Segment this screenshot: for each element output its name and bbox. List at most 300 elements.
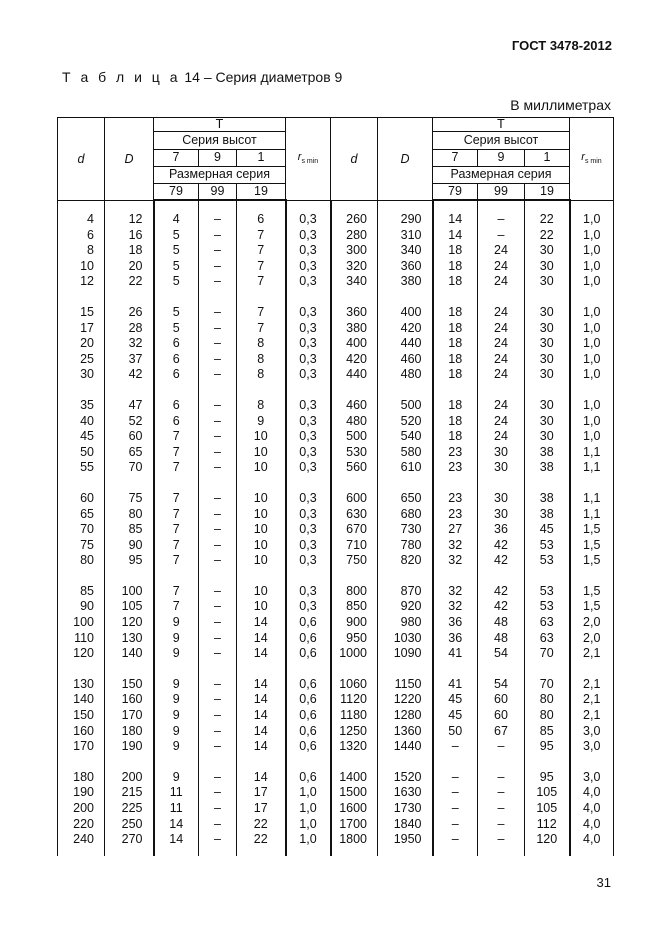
table-cell: 10 [237, 460, 286, 476]
spacer-cell [58, 290, 105, 305]
table-cell: 24 [478, 429, 525, 445]
table-cell: 70 [525, 677, 570, 693]
page-number: 31 [596, 875, 611, 890]
table-cell: 8 [237, 367, 286, 383]
table-cell: 140 [105, 646, 154, 662]
header-size-series: Размерная серия [433, 166, 570, 183]
table-cell: 140 [58, 692, 105, 708]
table-cell: – [433, 785, 478, 801]
table-cell: 15 [58, 305, 105, 321]
header-height-value: 1 [525, 149, 570, 166]
table-cell: 0,3 [286, 212, 331, 228]
table-cell: – [199, 491, 237, 507]
table-cell: 0,3 [286, 228, 331, 244]
table-cell: 4,0 [570, 785, 614, 801]
spacer-cell [525, 476, 570, 491]
table-cell: 38 [525, 491, 570, 507]
table-cell: 670 [331, 522, 378, 538]
table-row [58, 336, 614, 352]
spacer-cell [105, 662, 154, 677]
table-cell: – [478, 832, 525, 848]
table-cell: 45 [433, 708, 478, 724]
table-cell: 18 [433, 414, 478, 430]
table-cell: 14 [237, 724, 286, 740]
table-cell: 53 [525, 553, 570, 569]
spacer-cell [331, 569, 378, 584]
table-cell: 10 [237, 445, 286, 461]
table-cell: 0,3 [286, 243, 331, 259]
table-cell: – [478, 228, 525, 244]
spacer-cell [525, 848, 570, 856]
table-cell: – [199, 631, 237, 647]
table-cell: 3,0 [570, 770, 614, 786]
table-cell: 80 [105, 507, 154, 523]
table-caption [62, 69, 342, 85]
table-cell: – [199, 599, 237, 615]
table-cell: 1,0 [570, 305, 614, 321]
table-cell: 75 [58, 538, 105, 554]
table-cell: 80 [525, 708, 570, 724]
spacer-cell [154, 383, 199, 398]
table-cell: 130 [105, 631, 154, 647]
spacer-cell [105, 383, 154, 398]
table-cell: 105 [525, 801, 570, 817]
table-cell: 18 [433, 352, 478, 368]
table-cell: 340 [331, 274, 378, 290]
table-cell: 380 [331, 321, 378, 337]
table-cell: 30 [478, 507, 525, 523]
table-cell: 7 [154, 538, 199, 554]
table-cell: 80 [525, 692, 570, 708]
table-row [58, 352, 614, 368]
table-cell: 270 [105, 832, 154, 848]
table-cell: – [199, 677, 237, 693]
table-cell: 0,6 [286, 692, 331, 708]
table-cell: 1150 [378, 677, 433, 693]
caption-number: 14 [184, 69, 200, 85]
table-row [58, 739, 614, 755]
table-cell: 18 [433, 429, 478, 445]
table-cell: 30 [525, 274, 570, 290]
spacer-cell [478, 200, 525, 212]
table-cell: 5 [154, 228, 199, 244]
table-cell: 16 [105, 228, 154, 244]
table-cell: 120 [525, 832, 570, 848]
row-spacer [58, 569, 614, 584]
spacer-cell [286, 848, 331, 856]
table-cell: 9 [154, 615, 199, 631]
spacer-cell [237, 848, 286, 856]
spacer-cell [478, 755, 525, 770]
table-cell: 0,3 [286, 367, 331, 383]
table-cell: – [199, 708, 237, 724]
table-cell: 14 [237, 677, 286, 693]
spacer-cell [154, 200, 199, 212]
header-size-value: 99 [478, 183, 525, 200]
table-cell: – [199, 615, 237, 631]
spacer-cell [525, 290, 570, 305]
table-cell: 95 [525, 770, 570, 786]
table-cell: 22 [525, 228, 570, 244]
table-cell: 1090 [378, 646, 433, 662]
table-cell: 240 [58, 832, 105, 848]
table-cell: 420 [378, 321, 433, 337]
table-cell: 26 [105, 305, 154, 321]
table-cell: 9 [154, 677, 199, 693]
table-cell: 4 [58, 212, 105, 228]
table-cell: – [478, 817, 525, 833]
table-cell: 1,0 [286, 785, 331, 801]
spacer-cell [331, 848, 378, 856]
table-cell: 1,0 [570, 352, 614, 368]
table-cell: 2,0 [570, 631, 614, 647]
table-cell: 190 [105, 739, 154, 755]
spacer-cell [378, 848, 433, 856]
table-cell: 1,0 [570, 228, 614, 244]
table-cell: 47 [105, 398, 154, 414]
table-cell: 9 [154, 708, 199, 724]
table-row [58, 785, 614, 801]
table-cell: 4,0 [570, 801, 614, 817]
table-cell: 1,0 [570, 367, 614, 383]
spacer-cell [199, 848, 237, 856]
table-cell: 32 [433, 599, 478, 615]
table-cell: 100 [58, 615, 105, 631]
table-cell: – [433, 739, 478, 755]
table-cell: 9 [154, 646, 199, 662]
table-cell: – [199, 321, 237, 337]
table-row [58, 538, 614, 554]
header-height-value: 7 [154, 149, 199, 166]
table-cell: – [199, 785, 237, 801]
header-T: T [433, 118, 570, 132]
table-row [58, 259, 614, 275]
table-cell: 250 [105, 817, 154, 833]
spacer-cell [237, 569, 286, 584]
table-cell: 420 [331, 352, 378, 368]
table-cell: 1120 [331, 692, 378, 708]
table-row [58, 832, 614, 848]
table-cell: 0,3 [286, 491, 331, 507]
table-cell: 500 [331, 429, 378, 445]
table-row [58, 507, 614, 523]
table-cell: 650 [378, 491, 433, 507]
table-cell: 8 [237, 336, 286, 352]
table-cell: – [199, 212, 237, 228]
table-cell: 5 [154, 305, 199, 321]
table-row [58, 429, 614, 445]
spacer-cell [154, 569, 199, 584]
spacer-cell [199, 383, 237, 398]
table-cell: – [199, 584, 237, 600]
table-cell: 500 [378, 398, 433, 414]
spacer-cell [154, 290, 199, 305]
table-cell: – [433, 817, 478, 833]
table-cell: 85 [58, 584, 105, 600]
table-cell: 45 [525, 522, 570, 538]
table-cell: 6 [154, 367, 199, 383]
table-cell: 1950 [378, 832, 433, 848]
table-cell: 460 [331, 398, 378, 414]
table-cell: 6 [58, 228, 105, 244]
table-cell: – [199, 274, 237, 290]
spacer-cell [105, 755, 154, 770]
table-cell: 0,3 [286, 414, 331, 430]
spacer-cell [570, 848, 614, 856]
table-cell: 1700 [331, 817, 378, 833]
header-d: d [58, 118, 105, 201]
table-cell: 24 [478, 398, 525, 414]
table-cell: 1,1 [570, 460, 614, 476]
table-cell: 18 [433, 274, 478, 290]
spacer-cell [286, 662, 331, 677]
table-cell: 18 [433, 367, 478, 383]
table-cell: 45 [58, 429, 105, 445]
table-cell: 870 [378, 584, 433, 600]
table-cell: – [199, 243, 237, 259]
table-row [58, 770, 614, 786]
table-cell: 530 [331, 445, 378, 461]
table-cell: 310 [378, 228, 433, 244]
table-cell: 6 [237, 212, 286, 228]
table-row [58, 445, 614, 461]
spacer-cell [154, 848, 199, 856]
table-row [58, 460, 614, 476]
table-cell: 0,6 [286, 770, 331, 786]
table-cell: 37 [105, 352, 154, 368]
table-cell: 200 [105, 770, 154, 786]
table-cell: 750 [331, 553, 378, 569]
table-cell: 0,6 [286, 646, 331, 662]
table-cell: 7 [154, 445, 199, 461]
table-cell: – [199, 817, 237, 833]
spacer-cell [331, 476, 378, 491]
table-cell: 440 [331, 367, 378, 383]
table-cell: 1,5 [570, 599, 614, 615]
spacer-cell [378, 476, 433, 491]
table-cell: 105 [105, 599, 154, 615]
table-cell: 440 [378, 336, 433, 352]
table-cell: 0,6 [286, 615, 331, 631]
table-row [58, 522, 614, 538]
table-cell: 0,3 [286, 460, 331, 476]
table-row [58, 321, 614, 337]
table-cell: 0,3 [286, 522, 331, 538]
table-cell: 24 [478, 305, 525, 321]
table-cell: 850 [331, 599, 378, 615]
header-height-value: 7 [433, 149, 478, 166]
spacer-cell [433, 569, 478, 584]
table-row [58, 599, 614, 615]
header-height-series: Серия высот [154, 131, 286, 149]
table-row [58, 274, 614, 290]
spacer-cell [286, 290, 331, 305]
table-cell: 23 [433, 460, 478, 476]
spacer-cell [570, 569, 614, 584]
spacer-cell [58, 476, 105, 491]
table-cell: 50 [433, 724, 478, 740]
table-cell: 0,6 [286, 708, 331, 724]
table-cell: 18 [433, 336, 478, 352]
table-cell: 1,0 [286, 801, 331, 817]
table-cell: 10 [58, 259, 105, 275]
table-cell: – [199, 352, 237, 368]
table-cell: 14 [237, 692, 286, 708]
table-cell: 75 [105, 491, 154, 507]
table-cell: 42 [478, 584, 525, 600]
table-cell: 160 [58, 724, 105, 740]
table-cell: – [433, 770, 478, 786]
table-cell: 180 [58, 770, 105, 786]
table-cell: 130 [58, 677, 105, 693]
table-cell: 60 [478, 708, 525, 724]
table-row [58, 584, 614, 600]
spacer-cell [237, 662, 286, 677]
table-cell: – [199, 445, 237, 461]
spacer-cell [105, 848, 154, 856]
table-cell: – [199, 646, 237, 662]
table-cell: 10 [237, 507, 286, 523]
spacer-cell [525, 569, 570, 584]
table-cell: – [199, 801, 237, 817]
spacer-cell [199, 200, 237, 212]
spacer-cell [478, 848, 525, 856]
table-cell: 7 [154, 599, 199, 615]
spacer-cell [433, 662, 478, 677]
spacer-cell [570, 290, 614, 305]
table-cell: 45 [433, 692, 478, 708]
spacer-cell [154, 662, 199, 677]
spacer-cell [58, 755, 105, 770]
table-cell: 7 [237, 321, 286, 337]
table-cell: 300 [331, 243, 378, 259]
table-cell: 7 [237, 274, 286, 290]
table-cell: 220 [58, 817, 105, 833]
table-cell: 1840 [378, 817, 433, 833]
spacer-cell [237, 755, 286, 770]
table-cell: 2,1 [570, 646, 614, 662]
table-cell: 65 [58, 507, 105, 523]
table-cell: 14 [154, 832, 199, 848]
spacer-cell [433, 476, 478, 491]
spacer-cell [433, 200, 478, 212]
table-cell: 38 [525, 445, 570, 461]
table-cell: – [199, 259, 237, 275]
table-cell: 400 [331, 336, 378, 352]
table-cell: 11 [154, 801, 199, 817]
table-cell: 41 [433, 646, 478, 662]
table-cell: 2,1 [570, 677, 614, 693]
table-cell: 4 [154, 212, 199, 228]
table-cell: 1400 [331, 770, 378, 786]
table-cell: 6 [154, 414, 199, 430]
table-cell: 0,6 [286, 724, 331, 740]
table-cell: 1,1 [570, 491, 614, 507]
spacer-cell [237, 200, 286, 212]
table-cell: 10 [237, 522, 286, 538]
table-cell: 60 [105, 429, 154, 445]
header-r-s-min: $r_{s min}$ [570, 118, 614, 201]
table-cell: 920 [378, 599, 433, 615]
table-cell: 95 [525, 739, 570, 755]
table-cell: 560 [331, 460, 378, 476]
table-cell: 24 [478, 321, 525, 337]
caption-label: Т а б л и ц а [62, 69, 181, 85]
spacer-cell [105, 290, 154, 305]
table-cell: 0,3 [286, 321, 331, 337]
table-cell: 80 [58, 553, 105, 569]
table-cell: – [199, 429, 237, 445]
table-cell: 70 [105, 460, 154, 476]
table-cell: 60 [478, 692, 525, 708]
table-cell: 67 [478, 724, 525, 740]
table-cell: – [199, 367, 237, 383]
table-row [58, 367, 614, 383]
table-cell: 32 [433, 538, 478, 554]
table-cell: 9 [237, 414, 286, 430]
table-cell: 70 [58, 522, 105, 538]
table-cell: 70 [525, 646, 570, 662]
spacer-cell [199, 290, 237, 305]
table-cell: 1280 [378, 708, 433, 724]
table-cell: 1,0 [570, 212, 614, 228]
table-cell: 290 [378, 212, 433, 228]
table-cell: 24 [478, 336, 525, 352]
table-cell: 25 [58, 352, 105, 368]
table-cell: 1,5 [570, 538, 614, 554]
table-cell: 1,0 [570, 398, 614, 414]
table-cell: 7 [154, 491, 199, 507]
table-cell: 95 [105, 553, 154, 569]
table-cell: 35 [58, 398, 105, 414]
table-cell: – [433, 832, 478, 848]
table-cell: 20 [58, 336, 105, 352]
spacer-cell [286, 569, 331, 584]
table-cell: 60 [58, 491, 105, 507]
table-cell: 24 [478, 367, 525, 383]
table-cell: 11 [154, 785, 199, 801]
table-cell: 9 [154, 692, 199, 708]
header-size-value: 79 [154, 183, 199, 200]
table-cell: 0,6 [286, 677, 331, 693]
spacer-cell [478, 290, 525, 305]
table-row [58, 228, 614, 244]
spacer-cell [525, 200, 570, 212]
spacer-cell [570, 476, 614, 491]
table-cell: 0,3 [286, 259, 331, 275]
table-cell: 1320 [331, 739, 378, 755]
spacer-cell [433, 290, 478, 305]
table-cell: 170 [58, 739, 105, 755]
table-cell: 320 [331, 259, 378, 275]
table-cell: 540 [378, 429, 433, 445]
table-cell: – [199, 522, 237, 538]
spacer-cell [199, 476, 237, 491]
table-cell: – [199, 553, 237, 569]
caption-title: – Серия диаметров 9 [203, 69, 343, 85]
table-cell: 0,3 [286, 429, 331, 445]
table-cell: 215 [105, 785, 154, 801]
header-d: d [331, 118, 378, 201]
table-cell: 36 [433, 631, 478, 647]
table-cell: – [199, 832, 237, 848]
spacer-cell [58, 662, 105, 677]
row-spacer [58, 290, 614, 305]
table-cell: 52 [105, 414, 154, 430]
table-cell: 0,3 [286, 538, 331, 554]
table-cell: 10 [237, 584, 286, 600]
table-cell: 950 [331, 631, 378, 647]
